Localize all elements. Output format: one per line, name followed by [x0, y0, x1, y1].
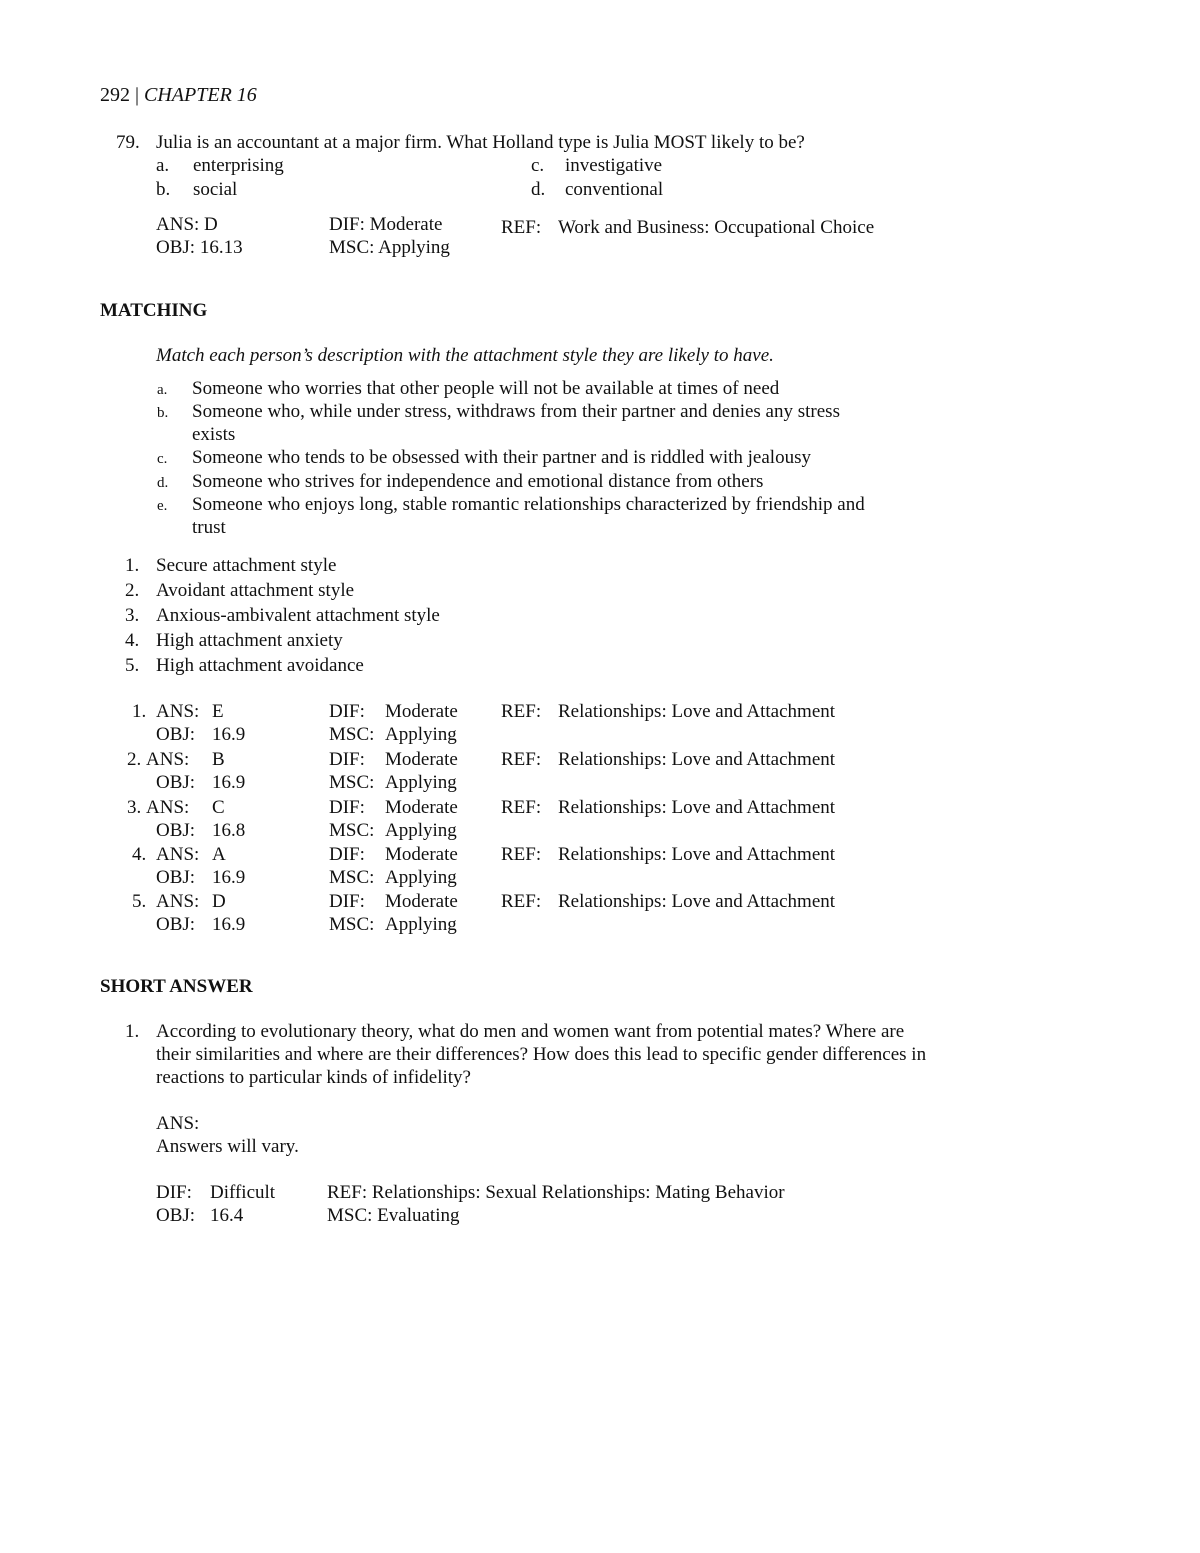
objective: 16.9 [212, 914, 246, 935]
description-text: Someone who, while under stress, withdraws from their partner and denies any stress [192, 401, 840, 422]
answer-label: ANS: [156, 1113, 200, 1134]
reference-label: REF: [501, 217, 542, 238]
skill: Applying [385, 820, 457, 841]
reference-label: REF: [501, 701, 542, 722]
answer-number: 2. [127, 749, 142, 770]
style-number: 1. [125, 555, 140, 576]
answer-value: D [212, 891, 226, 912]
option-text: investigative [565, 155, 663, 176]
answer-value: A [212, 844, 226, 865]
option-letter: d. [531, 179, 546, 200]
answer-label: ANS: [146, 797, 190, 818]
description-text: Someone who worries that other people will not be available at times of need [192, 378, 780, 399]
reference: Relationships: Love and Attachment [558, 891, 836, 912]
answer-value: B [212, 749, 225, 770]
answer-key: ANS: D [156, 214, 218, 235]
difficulty-label: DIF: [329, 891, 365, 912]
question-text-line: According to evolutionary theory, what do men and women want from potential mates? Where are [156, 1021, 905, 1042]
description-text-continued: exists [192, 424, 236, 445]
difficulty-label: DIF: [329, 749, 365, 770]
question-text-line: their similarities and where are their differences? How does this lead to specific gender differences in [156, 1044, 927, 1065]
objective-label: OBJ: [156, 724, 196, 745]
difficulty: Moderate [385, 749, 458, 770]
option-text: social [193, 179, 238, 200]
page-header [100, 84, 257, 107]
style-text: Anxious-ambivalent attachment style [156, 605, 440, 626]
description-text: Someone who enjoys long, stable romantic relationships characterized by friendship and [192, 494, 865, 515]
reference: Work and Business: Occupational Choice [558, 217, 875, 238]
description-text: Someone who tends to be obsessed with their partner and is riddled with jealousy [192, 447, 811, 468]
description-letter: a. [157, 382, 168, 398]
skill-label: MSC: [329, 772, 375, 793]
option-letter: a. [156, 155, 170, 176]
objective-label: OBJ: [156, 772, 196, 793]
reference-label: REF: [501, 797, 542, 818]
difficulty-label: DIF: [329, 797, 365, 818]
difficulty: DIF: Moderate [329, 214, 443, 235]
description-text-continued: trust [192, 517, 226, 538]
answer-number: 4. [132, 844, 147, 865]
answer-value: C [212, 797, 225, 818]
reference: Relationships: Love and Attachment [558, 749, 836, 770]
difficulty: Difficult [210, 1182, 276, 1203]
skill-label: MSC: [329, 867, 375, 888]
reference-label: REF: [501, 891, 542, 912]
reference: Relationships: Love and Attachment [558, 797, 836, 818]
skill: Applying [385, 914, 457, 935]
style-text: High attachment anxiety [156, 630, 343, 651]
reference-label: REF: [501, 844, 542, 865]
objective: 16.4 [210, 1205, 244, 1226]
objective-label: OBJ: [156, 867, 196, 888]
question-stem: Julia is an accountant at a major firm. What Holland type is Julia MOST likely to be? [156, 132, 805, 153]
difficulty-label: DIF: [156, 1182, 192, 1203]
matching-instruction: Match each person’s description with the attachment style they are likely to have. [156, 345, 774, 366]
option-text: enterprising [193, 155, 284, 176]
objective: 16.8 [212, 820, 246, 841]
objective-label: OBJ: [156, 1205, 196, 1226]
objective: OBJ: 16.13 [156, 237, 243, 258]
section-heading-matching: MATCHING [100, 300, 208, 321]
objective: 16.9 [212, 867, 246, 888]
description-letter: b. [157, 405, 169, 421]
objective-label: OBJ: [156, 914, 196, 935]
skill-label: MSC: [329, 914, 375, 935]
answer-number: 5. [132, 891, 147, 912]
page-number: 292 [100, 84, 130, 106]
header-separator: | [135, 84, 140, 106]
option-text: conventional [565, 179, 664, 200]
difficulty: Moderate [385, 797, 458, 818]
answer-label: ANS: [146, 749, 190, 770]
answer-number: 1. [132, 701, 147, 722]
answer-text: Answers will vary. [156, 1136, 299, 1157]
style-number: 3. [125, 605, 140, 626]
style-number: 2. [125, 580, 140, 601]
answer-label: ANS: [156, 891, 200, 912]
style-text: Secure attachment style [156, 555, 337, 576]
question-number: 79. [116, 132, 140, 153]
skill: Applying [385, 724, 457, 745]
difficulty: Moderate [385, 891, 458, 912]
description-letter: d. [157, 475, 169, 491]
reference: REF: Relationships: Sexual Relationships: Mating Behavior [327, 1182, 785, 1203]
difficulty-label: DIF: [329, 844, 365, 865]
objective: 16.9 [212, 772, 246, 793]
skill: MSC: Applying [329, 237, 450, 258]
description-letter: c. [157, 451, 168, 467]
difficulty: Moderate [385, 701, 458, 722]
option-letter: b. [156, 179, 171, 200]
description-letter: e. [157, 498, 168, 514]
option-letter: c. [531, 155, 545, 176]
question-number: 1. [125, 1021, 140, 1042]
style-number: 4. [125, 630, 140, 651]
description-text: Someone who strives for independence and emotional distance from others [192, 471, 764, 492]
skill: Applying [385, 867, 457, 888]
section-heading-short-answer: SHORT ANSWER [100, 976, 253, 997]
reference-label: REF: [501, 749, 542, 770]
answer-label: ANS: [156, 701, 200, 722]
reference: Relationships: Love and Attachment [558, 701, 836, 722]
answer-label: ANS: [156, 844, 200, 865]
difficulty-label: DIF: [329, 701, 365, 722]
style-text: High attachment avoidance [156, 655, 364, 676]
style-number: 5. [125, 655, 140, 676]
skill-label: MSC: [329, 724, 375, 745]
skill: MSC: Evaluating [327, 1205, 460, 1226]
skill: Applying [385, 772, 457, 793]
chapter-title: CHAPTER 16 [144, 84, 257, 106]
difficulty: Moderate [385, 844, 458, 865]
objective: 16.9 [212, 724, 246, 745]
answer-number: 3. [127, 797, 142, 818]
reference: Relationships: Love and Attachment [558, 844, 836, 865]
skill-label: MSC: [329, 820, 375, 841]
objective-label: OBJ: [156, 820, 196, 841]
answer-value: E [212, 701, 224, 722]
question-text-line: reactions to particular kinds of infidelity? [156, 1067, 471, 1088]
style-text: Avoidant attachment style [156, 580, 355, 601]
